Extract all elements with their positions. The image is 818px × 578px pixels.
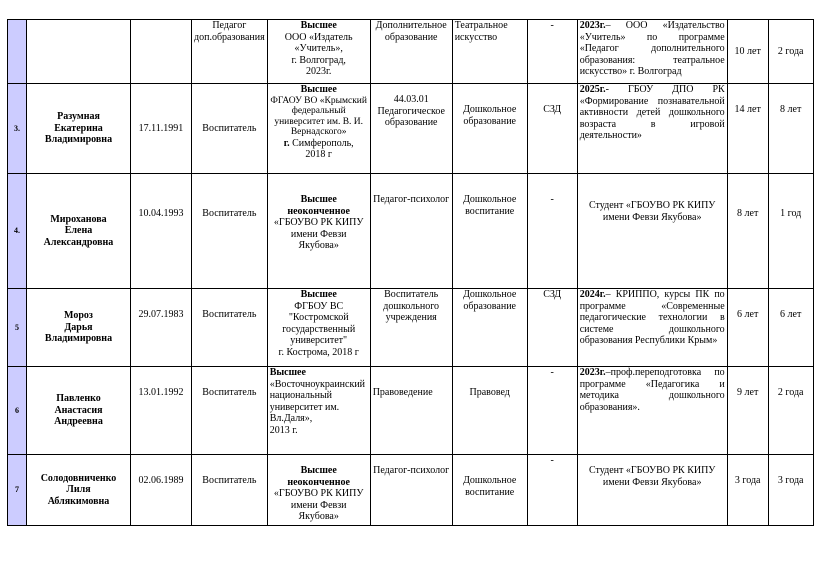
name-line: Аблякимовна	[47, 495, 110, 507]
ped-experience: 2 года	[768, 20, 813, 84]
employee-name	[27, 289, 131, 367]
training-text: –проф.переподготовка по программе «Педагогика и методика дошкольного образования».	[579, 367, 725, 413]
row-number: 5	[8, 289, 27, 367]
total-experience: 10 лет	[727, 20, 768, 84]
table-row	[8, 174, 814, 289]
education-level: Высшее неоконченное	[287, 465, 350, 488]
row-number: 3.	[8, 84, 27, 174]
name-line: Владимировна	[44, 333, 113, 345]
training	[577, 367, 727, 455]
specialty: 44.03.01 Педагогическое образование	[370, 84, 452, 174]
education-level: Высшее	[269, 367, 306, 378]
name-line: Елена	[64, 225, 93, 237]
name-line: Разумная	[57, 111, 100, 123]
education-level: Высшее	[300, 289, 337, 300]
total-experience: 8 лет	[727, 174, 768, 289]
name-line: Дарья	[64, 321, 93, 333]
education	[267, 84, 370, 174]
row-number: 4.	[8, 174, 27, 289]
name-line: Лиля	[66, 484, 91, 496]
education-line: «ГБОУВО РК КИПУ имени Февзи Якубова»	[273, 488, 364, 522]
row-number: 6	[8, 367, 27, 455]
education	[267, 289, 370, 367]
education-line: 2013 г.	[269, 424, 298, 436]
education-line: г. Волгоград,	[291, 54, 346, 66]
education-line: «ГБОУВО РК КИПУ имени Февзи Якубова»	[273, 217, 364, 251]
position: Педагог доп.образования	[192, 20, 268, 84]
table-row	[8, 289, 814, 367]
category: СЗД	[527, 84, 577, 174]
qualification: Правовед	[452, 367, 527, 455]
total-experience: 14 лет	[727, 84, 768, 174]
education	[267, 455, 370, 526]
education	[267, 367, 370, 455]
qualification: Театральное искусство	[452, 20, 527, 84]
birth-date	[131, 20, 192, 84]
education-line: ООО «Издатель «Учитель»,	[284, 31, 353, 54]
birth-date: 29.07.1983	[131, 289, 192, 367]
specialty: Дополнительное образование	[370, 20, 452, 84]
table-row	[8, 84, 814, 174]
position: Воспитатель	[192, 174, 268, 289]
name-line: Павленко	[56, 393, 101, 405]
name-line: Екатерина	[54, 122, 103, 134]
training	[577, 174, 727, 289]
ped-experience: 8 лет	[768, 84, 813, 174]
training	[577, 84, 727, 174]
position: Воспитатель	[192, 367, 268, 455]
category: -	[527, 367, 577, 455]
ped-experience: 2 года	[768, 367, 813, 455]
employee-name	[27, 20, 131, 84]
qualification: Дошкольное образование	[452, 84, 527, 174]
education-city-name: Симферополь,	[289, 137, 354, 149]
education-line: ФГАОУ ВО «Крымский федеральный университет им. В. И. Вернадского»	[270, 95, 367, 137]
education-city	[270, 138, 368, 150]
position: Воспитатель	[192, 289, 268, 367]
table-row	[8, 20, 814, 84]
specialty: Педагог-психолог	[370, 455, 452, 526]
employee-name	[27, 174, 131, 289]
training-text: Студент «ГБОУВО РК КИПУ имени Февзи Якубова»	[588, 200, 716, 223]
birth-date: 13.01.1992	[131, 367, 192, 455]
name-line: Анастасия	[54, 404, 103, 416]
ped-experience: 3 года	[768, 455, 813, 526]
education-line: г. Кострома, 2018 г	[278, 346, 359, 358]
category: СЗД	[527, 289, 577, 367]
position: Воспитатель	[192, 84, 268, 174]
category: -	[527, 174, 577, 289]
name-line: Андреевна	[54, 416, 103, 428]
name-line: Владимировна	[44, 134, 113, 146]
category: -	[527, 455, 577, 526]
table-row	[8, 455, 814, 526]
education-line: 2023г.	[305, 66, 332, 77]
name-line: Александровна	[43, 236, 114, 248]
qualification: Дошкольное воспитание	[452, 174, 527, 289]
training-year: 2025г.	[579, 84, 606, 95]
ped-experience: 6 лет	[768, 289, 813, 367]
table-row	[8, 367, 814, 455]
row-number	[8, 20, 27, 84]
specialty: Воспитатель дошкольного учреждения	[370, 289, 452, 367]
birth-date: 02.06.1989	[131, 455, 192, 526]
education-level: Высшее	[300, 20, 337, 31]
education-line: ФГБОУ ВС "Костромской государственный университет"	[282, 300, 356, 346]
education	[267, 20, 370, 84]
total-experience: 9 лет	[727, 367, 768, 455]
education-level: Высшее неоконченное	[287, 194, 350, 217]
training	[577, 20, 727, 84]
birth-date: 10.04.1993	[131, 174, 192, 289]
ped-experience: 1 год	[768, 174, 813, 289]
education-city-prefix: г.	[283, 137, 290, 149]
specialty: Правоведение	[370, 367, 452, 455]
education-line: «Восточноукраинский национальный университет им. Вл.Даля»,	[269, 378, 366, 424]
specialty: Педагог-психолог	[370, 174, 452, 289]
education	[267, 174, 370, 289]
training	[577, 455, 727, 526]
total-experience: 3 года	[727, 455, 768, 526]
employee-name	[27, 84, 131, 174]
qualification: Дошкольное воспитание	[452, 455, 527, 526]
birth-date: 17.11.1991	[131, 84, 192, 174]
training	[577, 289, 727, 367]
staff-table-sheet	[7, 19, 814, 526]
total-experience: 6 лет	[727, 289, 768, 367]
position: Воспитатель	[192, 455, 268, 526]
training-year: 2023г.	[579, 367, 606, 378]
training-text: - ГБОУ ДПО РК «Формирование познавательной активности детей дошкольного возраста в игровой деятельности»	[579, 84, 725, 141]
name-line: Солодовниченко	[40, 472, 117, 484]
training-text: Студент «ГБОУВО РК КИПУ имени Февзи Якубова»	[588, 465, 716, 488]
qualification: Дошкольное образование	[452, 289, 527, 367]
name-line: Мороз	[64, 310, 93, 322]
education-level: Высшее	[300, 84, 337, 95]
training-text: – КРИППО, курсы ПК по программе «Современные педагогические технологии в системе дошкольного образования Республики Крым»	[579, 289, 725, 346]
name-line: Мироханова	[50, 213, 107, 225]
category: -	[527, 20, 577, 84]
employee-name	[27, 455, 131, 526]
row-number: 7	[8, 455, 27, 526]
training-year: 2023г.	[579, 20, 606, 31]
training-year: 2024г.	[579, 289, 606, 300]
staff-table	[7, 19, 814, 526]
employee-name	[27, 367, 131, 455]
training-text: – ООО «Издательство «Учитель» по программе «Педагог дополнительного образования: театральное искусство» г. Волгоград	[579, 20, 725, 77]
education-year: 2018 г	[305, 149, 332, 160]
